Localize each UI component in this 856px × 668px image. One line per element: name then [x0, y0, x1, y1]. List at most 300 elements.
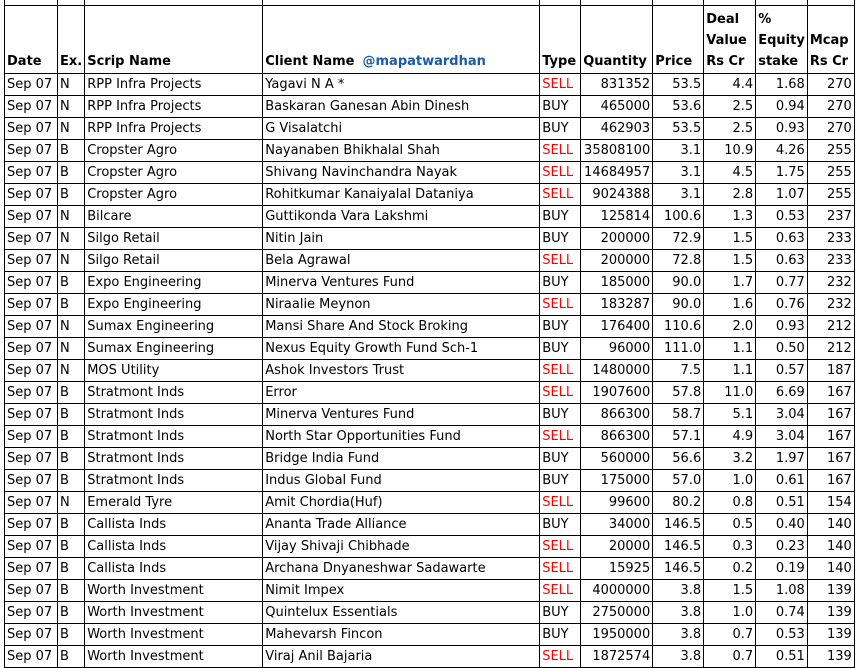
cell-equity-stake: 1.68	[756, 74, 808, 96]
cell-client: Mahevarsh Fincon	[263, 624, 540, 646]
cell-quantity: 99600	[581, 492, 653, 514]
cell-client: Nexus Equity Growth Fund Sch-1	[263, 338, 540, 360]
cell-type: BUY	[540, 404, 581, 426]
cell-deal-value: 0.8	[704, 492, 756, 514]
cell-mcap: 233	[807, 250, 854, 272]
cell-equity-stake: 0.94	[756, 96, 808, 118]
table-row	[5, 228, 855, 250]
cell-mcap: 233	[807, 228, 854, 250]
cell-mcap: 255	[807, 184, 854, 206]
table-row	[5, 140, 855, 162]
cell-equity-stake: 0.63	[756, 250, 808, 272]
cell-client: Minerva Ventures Fund	[263, 404, 540, 426]
cell-exchange: B	[58, 602, 85, 624]
cell-quantity: 4000000	[581, 580, 653, 602]
cell-quantity: 200000	[581, 228, 653, 250]
cell-quantity: 1950000	[581, 624, 653, 646]
cell-date: Sep 07	[5, 514, 58, 536]
cell-exchange: B	[58, 558, 85, 580]
cell-date: Sep 07	[5, 536, 58, 558]
cell-equity-stake: 3.04	[756, 404, 808, 426]
cell-scrip: Callista Inds	[85, 536, 263, 558]
cell-exchange: B	[58, 580, 85, 602]
cell-scrip: Bilcare	[85, 206, 263, 228]
cell-price: 53.5	[653, 118, 704, 140]
cell-scrip: Sumax Engineering	[85, 338, 263, 360]
cell-deal-value: 4.4	[704, 74, 756, 96]
cell-price: 111.0	[653, 338, 704, 360]
cell-price: 53.5	[653, 74, 704, 96]
cell-price: 3.1	[653, 140, 704, 162]
table-row	[5, 536, 855, 558]
cell-equity-stake: 0.23	[756, 536, 808, 558]
cell-client: Indus Global Fund	[263, 470, 540, 492]
cell-mcap: 140	[807, 558, 854, 580]
cell-mcap: 270	[807, 96, 854, 118]
deals-body	[5, 74, 855, 668]
cell-type: BUY	[540, 228, 581, 250]
cell-client: Rohitkumar Kanaiyalal Dataniya	[263, 184, 540, 206]
cell-client: Ananta Trade Alliance	[263, 514, 540, 536]
cell-quantity: 15925	[581, 558, 653, 580]
cell-exchange: B	[58, 426, 85, 448]
cell-client: Shivang Navinchandra Nayak	[263, 162, 540, 184]
cell-scrip: Cropster Agro	[85, 140, 263, 162]
cell-quantity: 866300	[581, 426, 653, 448]
cell-client: Nayanaben Bhikhalal Shah	[263, 140, 540, 162]
col-header-scrip: Scrip Name	[85, 6, 263, 74]
deal-value-line2: Value	[706, 33, 747, 48]
cell-deal-value: 2.5	[704, 96, 756, 118]
table-row	[5, 514, 855, 536]
cell-type: SELL	[540, 536, 581, 558]
cell-client: Vijay Shivaji Chibhade	[263, 536, 540, 558]
cell-quantity: 2750000	[581, 602, 653, 624]
col-header-date: Date	[5, 6, 58, 74]
cell-quantity: 176400	[581, 316, 653, 338]
cell-scrip: Stratmont Inds	[85, 404, 263, 426]
cell-deal-value: 3.2	[704, 448, 756, 470]
cell-equity-stake: 0.93	[756, 316, 808, 338]
cell-price: 80.2	[653, 492, 704, 514]
cell-mcap: 270	[807, 118, 854, 140]
cell-quantity: 462903	[581, 118, 653, 140]
cell-mcap: 139	[807, 624, 854, 646]
cell-date: Sep 07	[5, 96, 58, 118]
cell-type: BUY	[540, 118, 581, 140]
cell-date: Sep 07	[5, 118, 58, 140]
deal-value-line3: Rs Cr	[706, 54, 745, 69]
cell-scrip: Worth Investment	[85, 602, 263, 624]
bulk-deals-table	[4, 0, 855, 668]
cell-scrip: Stratmont Inds	[85, 448, 263, 470]
table-row	[5, 184, 855, 206]
cell-exchange: N	[58, 118, 85, 140]
cell-client: Quintelux Essentials	[263, 602, 540, 624]
deal-value-line1: Deal	[706, 12, 740, 27]
cell-quantity: 200000	[581, 250, 653, 272]
col-header-type: Type	[540, 6, 581, 74]
cell-client: Niraalie Meynon	[263, 294, 540, 316]
cell-scrip: Worth Investment	[85, 624, 263, 646]
cell-date: Sep 07	[5, 404, 58, 426]
cell-deal-value: 1.0	[704, 602, 756, 624]
cell-mcap: 237	[807, 206, 854, 228]
table-row	[5, 74, 855, 96]
cell-client: Archana Dnyaneshwar Sadawarte	[263, 558, 540, 580]
cell-scrip: Silgo Retail	[85, 228, 263, 250]
cell-mcap: 139	[807, 602, 854, 624]
cell-equity-stake: 1.08	[756, 580, 808, 602]
client-header-label: Client Name	[265, 54, 355, 69]
cell-equity-stake: 4.26	[756, 140, 808, 162]
mcap-line2: Rs Cr	[809, 54, 849, 69]
cell-price: 72.9	[653, 228, 704, 250]
cell-quantity: 183287	[581, 294, 653, 316]
cell-type: SELL	[540, 294, 581, 316]
cell-exchange: N	[58, 228, 85, 250]
cell-quantity: 866300	[581, 404, 653, 426]
cell-exchange: B	[58, 448, 85, 470]
cell-price: 90.0	[653, 272, 704, 294]
cell-deal-value: 1.1	[704, 360, 756, 382]
cell-price: 100.6	[653, 206, 704, 228]
cell-type: SELL	[540, 250, 581, 272]
cell-quantity: 831352	[581, 74, 653, 96]
equity-line1: %	[758, 12, 772, 27]
cell-deal-value: 0.7	[704, 624, 756, 646]
col-header-exchange: Ex.	[58, 6, 85, 74]
cell-exchange: B	[58, 184, 85, 206]
cell-type: BUY	[540, 206, 581, 228]
cell-client: G Visalatchi	[263, 118, 540, 140]
cell-client: Guttikonda Vara Lakshmi	[263, 206, 540, 228]
cell-quantity: 560000	[581, 448, 653, 470]
table-row	[5, 382, 855, 404]
cell-equity-stake: 6.69	[756, 382, 808, 404]
cell-price: 58.7	[653, 404, 704, 426]
cell-scrip: Worth Investment	[85, 580, 263, 602]
cell-quantity: 125814	[581, 206, 653, 228]
cell-type: SELL	[540, 492, 581, 514]
cell-scrip: Silgo Retail	[85, 250, 263, 272]
cell-type: SELL	[540, 646, 581, 668]
cell-mcap: 270	[807, 74, 854, 96]
cell-scrip: RPP Infra Projects	[85, 118, 263, 140]
cell-type: SELL	[540, 382, 581, 404]
cell-client: North Star Opportunities Fund	[263, 426, 540, 448]
cell-client: Yagavi N A *	[263, 74, 540, 96]
col-header-client	[263, 6, 540, 74]
cell-quantity: 1872574	[581, 646, 653, 668]
cell-deal-value: 0.7	[704, 646, 756, 668]
cell-type: SELL	[540, 558, 581, 580]
cell-mcap: 255	[807, 140, 854, 162]
table-row	[5, 272, 855, 294]
cell-price: 146.5	[653, 558, 704, 580]
cell-price: 53.6	[653, 96, 704, 118]
table-row	[5, 426, 855, 448]
cell-mcap: 154	[807, 492, 854, 514]
cell-mcap: 167	[807, 426, 854, 448]
equity-line2: Equity	[758, 33, 805, 48]
cell-date: Sep 07	[5, 228, 58, 250]
cell-deal-value: 2.5	[704, 118, 756, 140]
table-row	[5, 558, 855, 580]
equity-line3: stake	[758, 54, 799, 69]
cell-scrip: Expo Engineering	[85, 294, 263, 316]
table-row	[5, 206, 855, 228]
cell-equity-stake: 1.75	[756, 162, 808, 184]
cell-date: Sep 07	[5, 602, 58, 624]
table-row	[5, 360, 855, 382]
cell-exchange: B	[58, 404, 85, 426]
cell-quantity: 185000	[581, 272, 653, 294]
cell-deal-value: 4.9	[704, 426, 756, 448]
cell-client: Minerva Ventures Fund	[263, 272, 540, 294]
cell-date: Sep 07	[5, 470, 58, 492]
cell-price: 3.8	[653, 646, 704, 668]
cell-price: 56.6	[653, 448, 704, 470]
cell-client: Nitin Jain	[263, 228, 540, 250]
cell-date: Sep 07	[5, 338, 58, 360]
cell-equity-stake: 0.77	[756, 272, 808, 294]
table-row	[5, 646, 855, 668]
cell-exchange: N	[58, 96, 85, 118]
cell-scrip: Stratmont Inds	[85, 382, 263, 404]
cell-scrip: Cropster Agro	[85, 162, 263, 184]
cell-scrip: Callista Inds	[85, 514, 263, 536]
cell-deal-value: 10.9	[704, 140, 756, 162]
cell-type: BUY	[540, 96, 581, 118]
cell-scrip: Stratmont Inds	[85, 426, 263, 448]
table-row	[5, 470, 855, 492]
cell-mcap: 139	[807, 580, 854, 602]
cell-client: Bela Agrawal	[263, 250, 540, 272]
cell-exchange: N	[58, 316, 85, 338]
table-row	[5, 250, 855, 272]
cell-type: SELL	[540, 162, 581, 184]
cell-date: Sep 07	[5, 360, 58, 382]
cell-deal-value: 2.0	[704, 316, 756, 338]
cell-client: Baskaran Ganesan Abin Dinesh	[263, 96, 540, 118]
cell-mcap: 167	[807, 404, 854, 426]
cell-date: Sep 07	[5, 272, 58, 294]
cell-equity-stake: 0.74	[756, 602, 808, 624]
cell-type: BUY	[540, 624, 581, 646]
cell-exchange: N	[58, 338, 85, 360]
cell-scrip: Cropster Agro	[85, 184, 263, 206]
cell-scrip: MOS Utility	[85, 360, 263, 382]
cell-exchange: N	[58, 250, 85, 272]
cell-mcap: 187	[807, 360, 854, 382]
cell-price: 3.1	[653, 184, 704, 206]
cell-type: BUY	[540, 470, 581, 492]
cell-exchange: N	[58, 206, 85, 228]
cell-type: SELL	[540, 184, 581, 206]
cell-deal-value: 1.6	[704, 294, 756, 316]
cell-deal-value: 1.5	[704, 250, 756, 272]
cell-mcap: 212	[807, 316, 854, 338]
col-header-equity-stake	[756, 6, 808, 74]
cell-equity-stake: 0.53	[756, 206, 808, 228]
cell-type: BUY	[540, 448, 581, 470]
cell-date: Sep 07	[5, 492, 58, 514]
cell-price: 3.8	[653, 602, 704, 624]
cell-price: 110.6	[653, 316, 704, 338]
cell-type: BUY	[540, 316, 581, 338]
cell-quantity: 35808100	[581, 140, 653, 162]
cell-mcap: 255	[807, 162, 854, 184]
cell-equity-stake: 0.40	[756, 514, 808, 536]
cell-price: 3.1	[653, 162, 704, 184]
cell-type: SELL	[540, 426, 581, 448]
cell-mcap: 139	[807, 646, 854, 668]
cell-type: BUY	[540, 514, 581, 536]
cell-quantity: 96000	[581, 338, 653, 360]
cell-quantity: 9024388	[581, 184, 653, 206]
cell-type: BUY	[540, 338, 581, 360]
cell-price: 72.8	[653, 250, 704, 272]
cell-exchange: B	[58, 646, 85, 668]
twitter-handle: @mapatwardhan	[362, 54, 486, 69]
cell-price: 146.5	[653, 536, 704, 558]
cell-deal-value: 1.1	[704, 338, 756, 360]
cell-equity-stake: 1.97	[756, 448, 808, 470]
mcap-line1: Mcap	[809, 33, 849, 48]
cell-price: 57.0	[653, 470, 704, 492]
cell-equity-stake: 0.57	[756, 360, 808, 382]
cell-deal-value: 11.0	[704, 382, 756, 404]
cell-date: Sep 07	[5, 316, 58, 338]
cell-date: Sep 07	[5, 184, 58, 206]
cell-deal-value: 5.1	[704, 404, 756, 426]
cell-mcap: 232	[807, 272, 854, 294]
cell-equity-stake: 0.19	[756, 558, 808, 580]
cell-equity-stake: 1.07	[756, 184, 808, 206]
cell-scrip: RPP Infra Projects	[85, 96, 263, 118]
col-header-price: Price	[653, 6, 704, 74]
table-row	[5, 602, 855, 624]
cell-price: 57.1	[653, 426, 704, 448]
cell-equity-stake: 0.50	[756, 338, 808, 360]
cell-date: Sep 07	[5, 448, 58, 470]
cell-equity-stake: 0.51	[756, 492, 808, 514]
cell-exchange: B	[58, 470, 85, 492]
cell-exchange: N	[58, 74, 85, 96]
cell-date: Sep 07	[5, 74, 58, 96]
cell-date: Sep 07	[5, 162, 58, 184]
cell-mcap: 167	[807, 382, 854, 404]
cell-client: Mansi Share And Stock Broking	[263, 316, 540, 338]
cell-price: 3.8	[653, 624, 704, 646]
cell-deal-value: 1.5	[704, 228, 756, 250]
header-row	[5, 6, 855, 74]
cell-date: Sep 07	[5, 250, 58, 272]
table-row	[5, 448, 855, 470]
cell-type: SELL	[540, 140, 581, 162]
table-row	[5, 316, 855, 338]
cell-date: Sep 07	[5, 140, 58, 162]
cell-deal-value: 4.5	[704, 162, 756, 184]
cell-exchange: N	[58, 360, 85, 382]
cell-deal-value: 1.3	[704, 206, 756, 228]
cell-date: Sep 07	[5, 382, 58, 404]
cell-price: 3.8	[653, 580, 704, 602]
cell-exchange: N	[58, 492, 85, 514]
cell-type: BUY	[540, 272, 581, 294]
cell-exchange: B	[58, 382, 85, 404]
cell-client: Nimit Impex	[263, 580, 540, 602]
cell-price: 7.5	[653, 360, 704, 382]
table-row	[5, 294, 855, 316]
cell-date: Sep 07	[5, 294, 58, 316]
cell-exchange: B	[58, 536, 85, 558]
cell-scrip: Callista Inds	[85, 558, 263, 580]
cell-quantity: 1480000	[581, 360, 653, 382]
cell-scrip: RPP Infra Projects	[85, 74, 263, 96]
cell-equity-stake: 0.76	[756, 294, 808, 316]
cell-deal-value: 1.5	[704, 580, 756, 602]
cell-type: SELL	[540, 360, 581, 382]
bulk-deals-sheet	[4, 0, 855, 668]
cell-mcap: 140	[807, 514, 854, 536]
cell-deal-value: 2.8	[704, 184, 756, 206]
cell-exchange: B	[58, 624, 85, 646]
col-header-deal-value	[704, 6, 756, 74]
cell-date: Sep 07	[5, 426, 58, 448]
col-header-mcap	[807, 6, 854, 74]
cell-scrip: Worth Investment	[85, 646, 263, 668]
cell-mcap: 167	[807, 448, 854, 470]
cell-price: 90.0	[653, 294, 704, 316]
cell-quantity: 175000	[581, 470, 653, 492]
cell-equity-stake: 3.04	[756, 426, 808, 448]
cell-scrip: Emerald Tyre	[85, 492, 263, 514]
cell-date: Sep 07	[5, 580, 58, 602]
cell-quantity: 14684957	[581, 162, 653, 184]
cell-deal-value: 0.5	[704, 514, 756, 536]
cell-date: Sep 07	[5, 558, 58, 580]
cell-mcap: 140	[807, 536, 854, 558]
cell-mcap: 212	[807, 338, 854, 360]
cell-type: SELL	[540, 580, 581, 602]
cell-price: 146.5	[653, 514, 704, 536]
cell-quantity: 465000	[581, 96, 653, 118]
table-row	[5, 338, 855, 360]
table-row	[5, 624, 855, 646]
table-row	[5, 118, 855, 140]
cell-client: Error	[263, 382, 540, 404]
cell-equity-stake: 0.53	[756, 624, 808, 646]
cell-date: Sep 07	[5, 646, 58, 668]
cell-deal-value: 1.0	[704, 470, 756, 492]
cell-date: Sep 07	[5, 624, 58, 646]
cell-type: SELL	[540, 74, 581, 96]
cell-mcap: 167	[807, 470, 854, 492]
cell-equity-stake: 0.61	[756, 470, 808, 492]
cell-client: Bridge India Fund	[263, 448, 540, 470]
cell-exchange: B	[58, 140, 85, 162]
cell-exchange: B	[58, 162, 85, 184]
cell-exchange: B	[58, 294, 85, 316]
cell-quantity: 1907600	[581, 382, 653, 404]
col-header-quantity: Quantity	[581, 6, 653, 74]
cell-scrip: Sumax Engineering	[85, 316, 263, 338]
cell-quantity: 34000	[581, 514, 653, 536]
table-row	[5, 492, 855, 514]
cell-deal-value: 0.3	[704, 536, 756, 558]
